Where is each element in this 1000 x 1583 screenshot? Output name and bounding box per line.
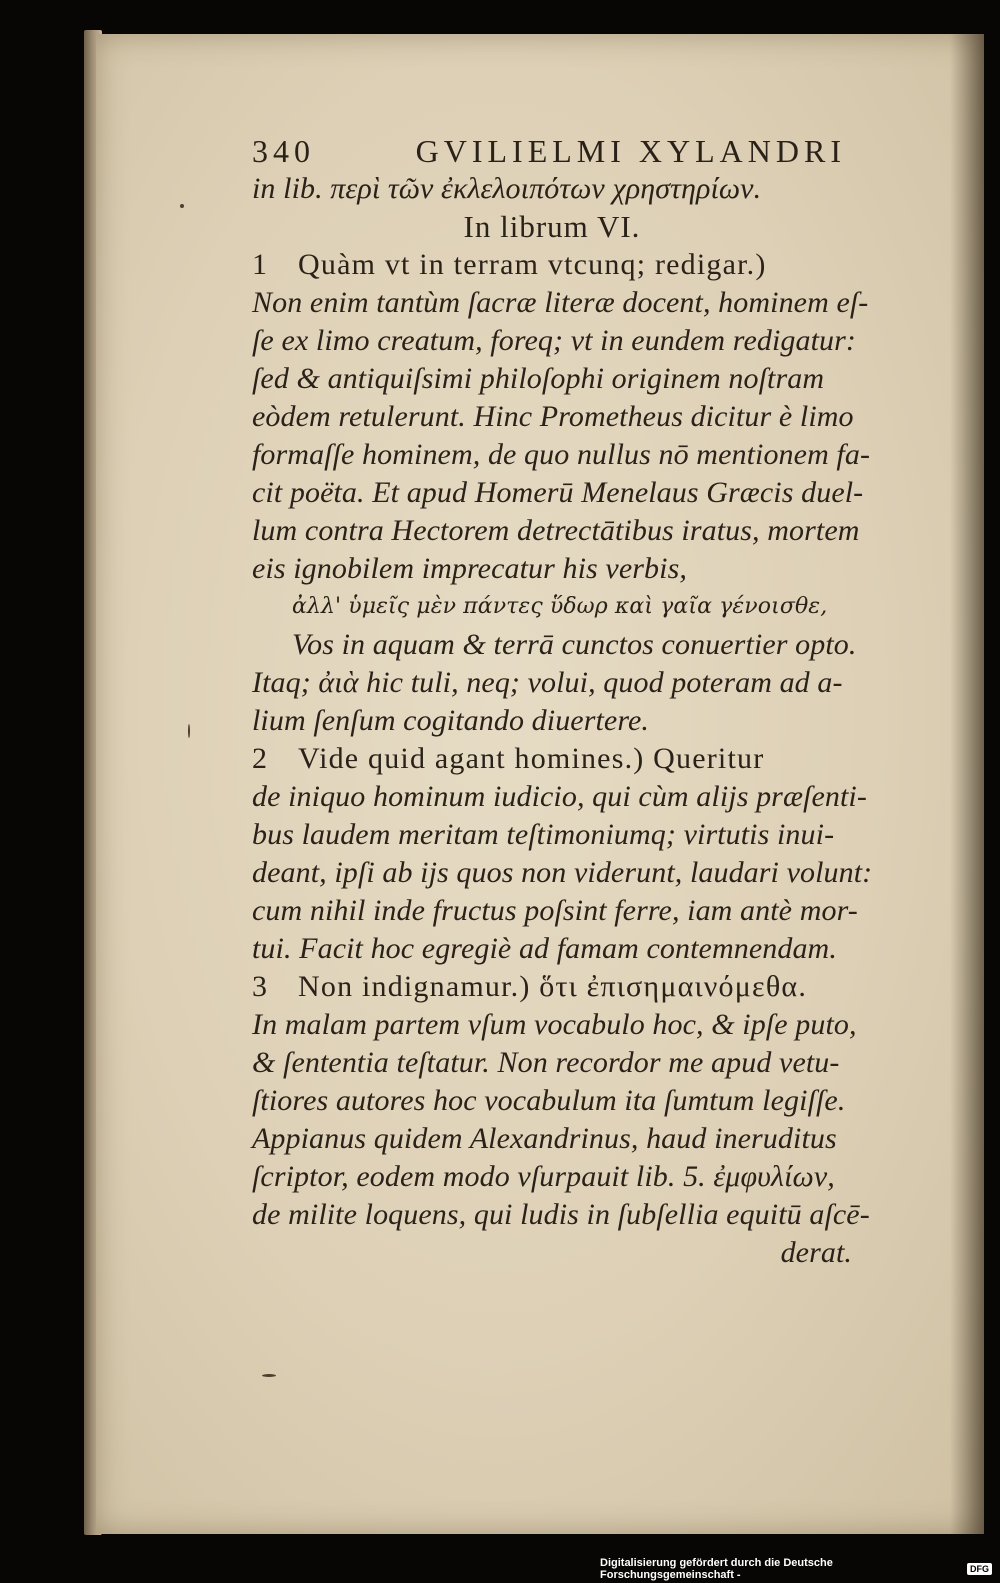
text-line-l24 [252,1158,852,1196]
line-text: deant, ipſi ab ijs quos non viderunt, laudari volunt: [252,856,873,889]
text-line-l13 [252,740,852,778]
line-text: de iniquo hominum iudicio, qui cùm alijs præſenti- [252,780,867,813]
line-text: Appianus quidem Alexandrinus, haud ineruditus [252,1122,837,1155]
text-line-l6 [252,436,871,474]
text-line-l21 [252,1044,852,1082]
text-line-l4 [252,360,852,398]
page-gutter-shadow [950,34,984,1534]
line-text: In malam partem vſum vocabulo hoc, & ipſe puto, [252,1008,857,1041]
note-number: 1 [252,248,269,281]
paper-speck [180,204,184,208]
digitization-footer [600,1557,992,1581]
line-text: tui. Facit hoc egregiè ad famam contemnendam. [252,932,837,965]
text-line-l17 [252,892,858,930]
text-line-l16 [252,854,873,892]
text-line-l26 [252,1234,852,1272]
text-line-l18 [252,930,852,968]
line-text: & ſententia teſtatur. Non recordor me apud vetu- [252,1046,840,1079]
footer-credit: Digitalisierung gefördert durch die Deutsche Forschungsgemeinschaft - [600,1557,833,1581]
line-text: formaſſe hominem, de quo nullus nō mentionem fa- [252,438,871,471]
text-line-l2 [252,284,869,322]
line-text: cum nihil inde fructus poſsint ferre, iam antè mor- [252,894,858,927]
text-line-l10 [252,626,857,664]
text-line-l23 [252,1120,852,1158]
line-text: Non enim tantùm ſacræ literæ docent, hominem eſ- [252,286,869,319]
line-text: Itaq; ἀιὰ hic tuli, neq; volui, quod poteram ad a- [252,666,843,699]
line-text: lum contra Hectorem detrectātibus iratus, mortem [252,514,860,547]
line-text: In librum VI. [463,209,641,244]
text-line-l19 [252,968,852,1006]
text-line-l20 [252,1006,857,1044]
text-line-l7 [252,474,864,512]
line-text: ἀλλ' ὑμεῖς μὲν πάντες ὕδωρ καὶ γαῖα γένοισθε, [292,594,828,619]
text-line-l25 [252,1196,870,1234]
line-text: cit poëta. Et apud Homerū Menelaus Græcis duel- [252,476,864,509]
line-text: bus laudem meritam teſtimoniumq; virtutis inui- [252,818,835,851]
text-line-l11 [252,664,852,702]
paper-speck [262,1374,276,1377]
text-line-greek1 [252,588,852,626]
line-text: in lib. περὶ τῶν ἐκλελοιπότων χρηστηρίων. [252,172,762,205]
line-text: lium ſenſum cogitando diuertere. [252,704,650,737]
line-text: ſe ex limo creatum, foreq; vt in eundem redigatur: [252,324,857,357]
line-text: derat. [780,1236,852,1269]
text-line-l1 [252,246,852,284]
line-text: Vos in aquam & terrā cunctos conuertier opto. [292,628,857,661]
page-number: 340 [252,133,315,169]
line-text: Quàm vt in terram vtcunq; redigar.) [298,248,767,281]
text-line-l8 [252,512,860,550]
note-number: 3 [252,970,269,1003]
line-text: Vide quid agant homines.) Queritur [298,742,765,775]
line-text: ſcriptor, eodem modo vſurpauit lib. 5. ἐμφυλίων, [252,1160,835,1193]
body-lines [252,170,873,1272]
text-line-l9 [252,550,852,588]
text-line-l15 [252,816,852,854]
line-text: eòdem retulerunt. Hinc Prometheus dicitur è limo [252,400,854,433]
dfg-logo-icon: DFG [967,1563,992,1575]
paper-speck [188,724,190,738]
line-text: eis ignobilem imprecatur his verbis, [252,552,687,585]
line-text: Non indignamur.) ὅτι ἐπισημαινόμεθα. [298,970,808,1003]
text-block [252,132,873,1272]
line-text: ſtiores autores hoc vocabulum ita ſumtum legiſſe. [252,1084,846,1117]
running-title: GVILIELMI XYLANDRI [415,133,846,169]
running-head [252,132,852,170]
text-line-l5 [252,398,852,436]
text-line-l12 [252,702,852,740]
line-text: ſed & antiquiſsimi philoſophi originem noſtram [252,362,825,395]
text-line-l22 [252,1082,852,1120]
text-line-heading [252,208,852,246]
note-number: 2 [252,742,269,775]
text-line-l14 [252,778,867,816]
text-line-ref [252,170,852,208]
text-line-l3 [252,322,857,360]
line-text: de milite loquens, qui ludis in ſubſellia equitū aſcē- [252,1198,870,1231]
